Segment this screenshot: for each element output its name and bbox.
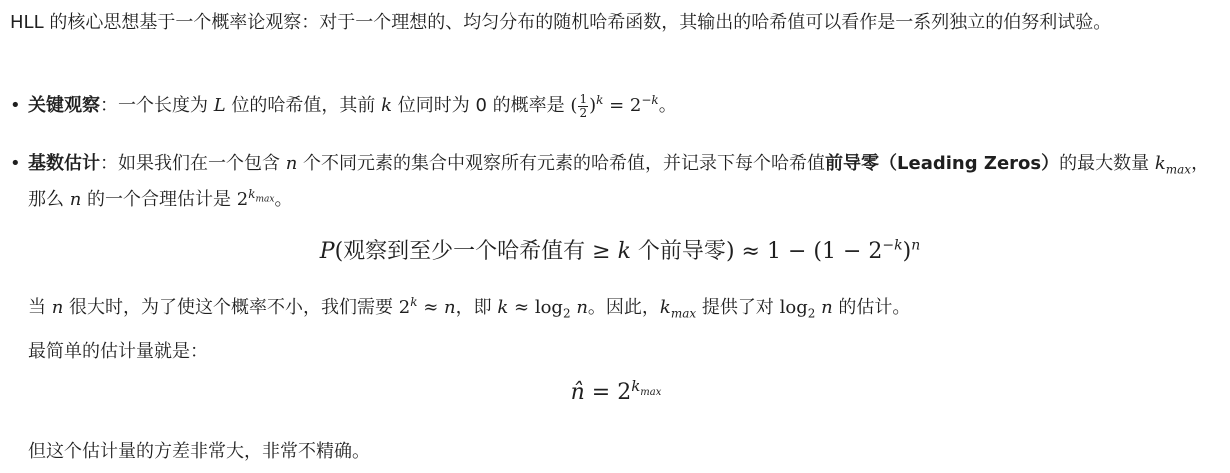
bullet-list — [10, 88, 1220, 218]
text-fragment: 。 — [658, 95, 677, 116]
math-kmax — [1154, 153, 1192, 177]
math-exponent-sub: max — [640, 386, 662, 398]
text-fragment: 提供了对 — [696, 297, 780, 318]
math-k: k — [617, 239, 631, 264]
math-approx-log: ≈ log — [508, 297, 563, 318]
math-exponent-k: k — [631, 376, 641, 395]
variance-paragraph — [28, 436, 1218, 468]
but-text: 但这个估计量的方差非常大，非常不精确。 — [28, 441, 370, 462]
fraction-denominator: 2 — [579, 105, 588, 120]
formula-rhs: ) — [902, 239, 912, 264]
math-n: n — [444, 297, 456, 318]
bullet-cardinality-estimate — [10, 146, 1220, 218]
formula-rhs: ≈ 1 − (1 − 2 — [734, 239, 883, 264]
probability-formula — [0, 234, 1230, 265]
math-n: n — [285, 153, 298, 174]
formula-text: 个前导零 — [630, 239, 726, 264]
math-n-hat: n̂ — [570, 380, 585, 405]
text-fragment: 。因此， — [587, 297, 660, 318]
text-fragment: 位同时为 0 的概率是 — [392, 95, 571, 116]
math-exponent: −k — [882, 237, 903, 254]
math-k: k — [497, 297, 509, 318]
math-P: P — [319, 239, 335, 264]
math-two: 2 — [398, 297, 411, 318]
bullet-colon: ： — [100, 95, 118, 116]
math-n: n — [570, 297, 588, 318]
math-exponent — [631, 376, 662, 398]
math-exponent-k: k — [248, 187, 256, 201]
math-L: L — [213, 95, 226, 116]
simple-estimator-paragraph — [28, 336, 1218, 368]
text-fragment: 。 — [274, 189, 293, 210]
math-exponent-n: n — [911, 237, 921, 254]
math-k: k — [381, 95, 393, 116]
simple-text: 最简单的估计量就是： — [28, 341, 208, 362]
math-log-base: 2 — [562, 306, 571, 321]
text-fragment: 个不同元素的集合中观察所有元素的哈希值，并记录下每个哈希值 — [297, 153, 826, 174]
math-exponent: −k — [641, 93, 659, 107]
math-n: n — [69, 189, 82, 210]
bullet-key-observation — [10, 88, 1220, 124]
text-fragment: 如果我们在一个包含 — [118, 153, 286, 174]
text-fragment: 一个长度为 — [118, 95, 214, 116]
math-n: n — [815, 297, 833, 318]
math-equals: = 2 — [584, 380, 632, 405]
math-fraction-power: ( $\frac{1}{2}$ )$^k = 2^{-k}$ — [570, 91, 659, 120]
math-log-base: 2 — [807, 306, 816, 321]
math-kmax-base: k — [1154, 153, 1166, 174]
text-fragment: 当 — [28, 297, 52, 318]
math-kmax-base: k — [659, 297, 671, 318]
bullet-title: 关键观察 — [28, 95, 100, 116]
math-kmax-sub: max — [1165, 162, 1192, 177]
math-n: n — [51, 297, 64, 318]
text-fragment: 的最大数量 — [1059, 153, 1155, 174]
intro-text: HLL 的核心思想基于一个概率论观察：对于一个理想的、均匀分布的随机哈希函数，其输出的哈希值可以看作是一系列独立的伯努利试验。 — [10, 12, 1112, 33]
math-paren-close: ) — [725, 239, 735, 264]
estimator-formula — [0, 376, 1230, 405]
math-exponent-sub: max — [255, 194, 275, 205]
math-equals: = 2 — [603, 95, 642, 116]
bullet-dot-icon: • — [10, 153, 21, 174]
bullet-dot-icon: • — [10, 95, 21, 116]
text-fragment: 的估计。 — [832, 297, 911, 318]
fraction-numerator: 1 — [579, 91, 588, 106]
math-exponent-k: k — [410, 295, 418, 309]
bullet-colon: ： — [100, 153, 118, 174]
math-paren-open: ( — [334, 239, 344, 264]
bullet-title: 基数估计 — [28, 153, 100, 174]
leading-zeros-term: 前导零（Leading Zeros） — [825, 153, 1060, 174]
intro-paragraph — [10, 6, 1210, 40]
text-fragment: ，那么 — [28, 153, 1210, 210]
math-kmax — [659, 297, 697, 321]
math-power — [237, 189, 275, 210]
text-fragment: 很大时，为了使这个概率不小，我们需要 — [63, 297, 399, 318]
math-exponent — [248, 187, 275, 205]
math-log: log — [779, 297, 808, 318]
formula-text: 观察到至少一个哈希值有 ≥ — [343, 239, 618, 264]
math-kmax-sub: max — [670, 306, 697, 321]
text-fragment: 的一个合理估计是 — [81, 189, 237, 210]
text-fragment: 位的哈希值，其前 — [225, 95, 382, 116]
math-base: 2 — [236, 189, 249, 210]
when-paragraph — [28, 292, 1218, 324]
math-exponent-k: k — [596, 93, 604, 107]
text-fragment: ，即 — [455, 297, 498, 318]
fraction — [578, 93, 588, 120]
math-approx: ≈ — [417, 297, 445, 318]
